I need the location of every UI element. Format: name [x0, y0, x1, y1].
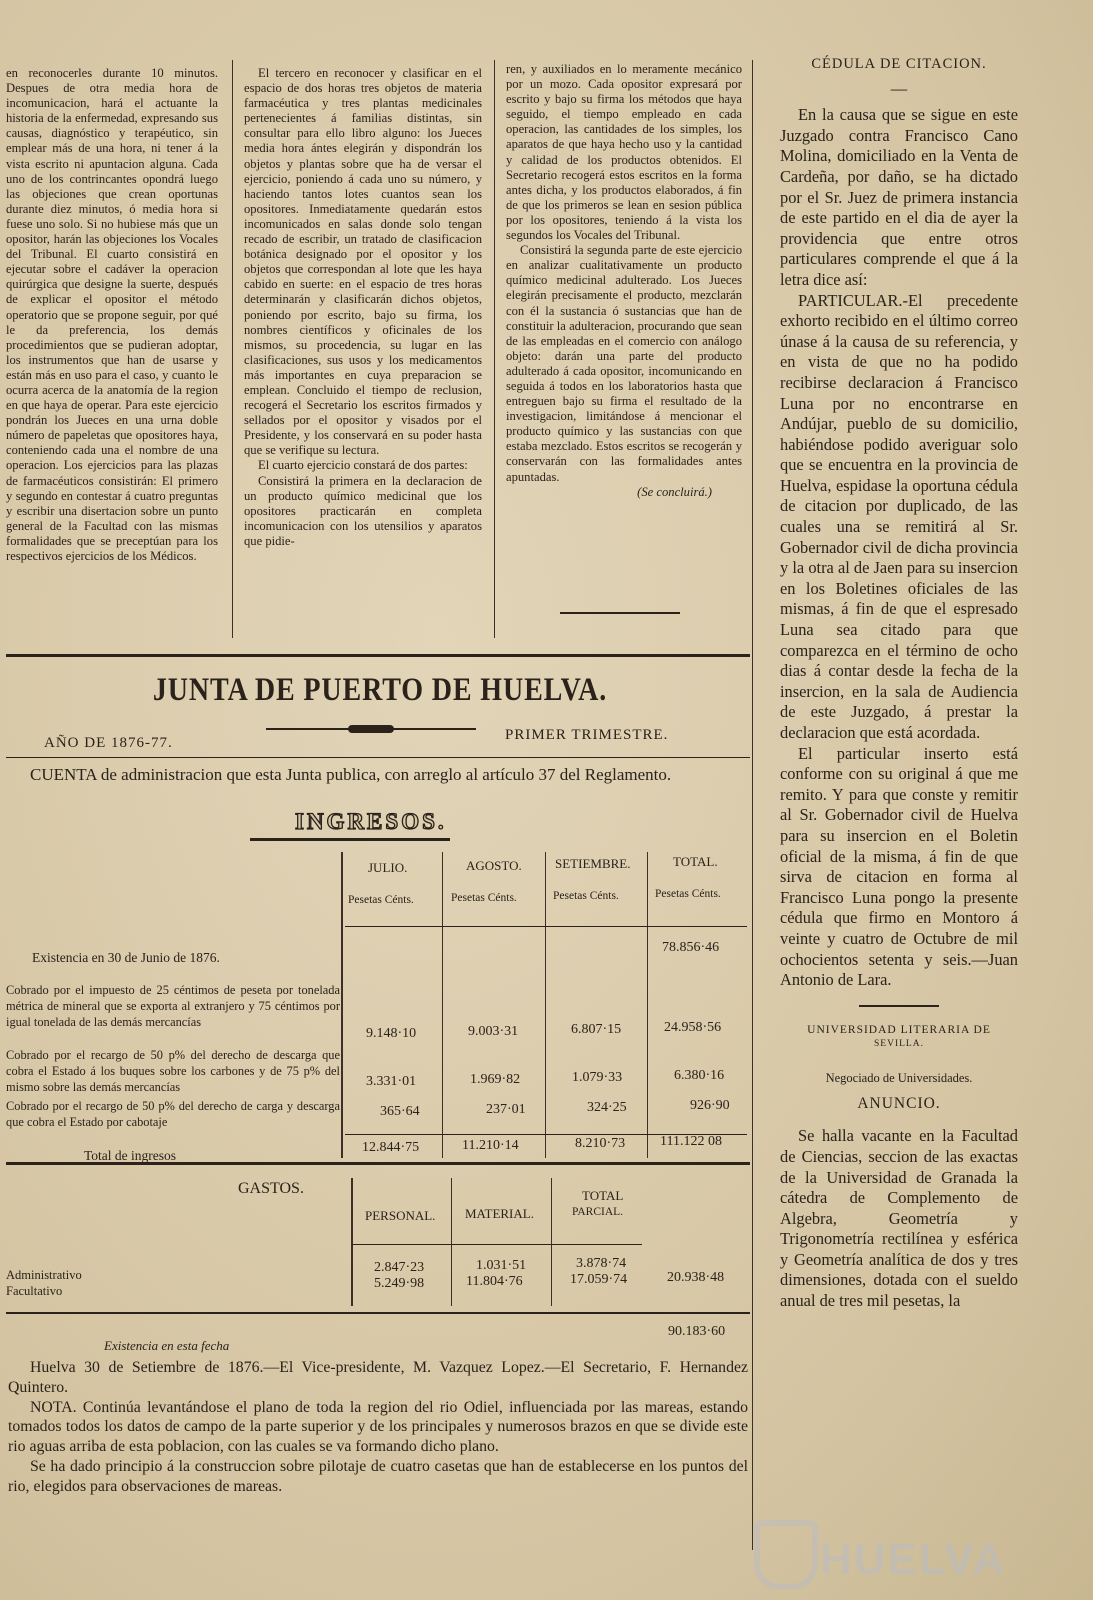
row1-label: Cobrado por el impuesto de 25 céntimos de peseta por tonelada métrica de mineral que se exporta al extranjero y 75 céntimos por igual tonelada de las demás mercancías: [6, 983, 340, 1029]
row3-setiembre: 324·25: [587, 1100, 627, 1115]
year: AÑO DE 1876-77.: [44, 735, 173, 751]
table-line: [545, 852, 546, 1158]
ingresos-title: INGRESOS.: [295, 809, 447, 834]
ornament-rule: [266, 728, 476, 730]
column-divider: [494, 60, 495, 638]
row2-agosto: 1.969·82: [470, 1072, 521, 1087]
cedula-title: CÉDULA DE CITACION.: [811, 56, 987, 72]
total-julio: 12.844·75: [362, 1140, 420, 1155]
table-line: [551, 1178, 552, 1306]
cuenta-text: CUENTA de administracion que esta Junta publica, con arreglo al artículo 37 del Reglamento.: [30, 765, 672, 784]
junta-title: JUNTA DE PUERTO DE HUELVA.: [152, 672, 608, 708]
sub-pesetas: Pesetas Cénts.: [553, 890, 619, 902]
existencia-fecha-label: Existencia en esta fecha: [104, 1338, 230, 1353]
table-line: [647, 852, 648, 1158]
thin-rule: [6, 757, 750, 758]
column-3-text: ren, y auxiliados en lo meramente mecánico por un mozo. Cada opositor expresará por escrito y bajo su firma los métodos que haya seguido, el tiempo empleado en cada operacion, las cantidades de los simples, los aparatos de que haya hecho uso y la cantidad y calidad de los productos obtenidos. El Secretario recogerá estos escritos en la forma antes dicha, y los productos elaborados, á fin de que los primeros se lean en sesion pública por los opositores, teniendo á la vista los segundos los Vocales del Tribunal.: [506, 62, 742, 243]
column-2-text-c: Consistirá la primera en la declaracion de un producto químico medicinal que los opositores practicarán en completa incomunicacion con los utensilios y aparatos que pidie-: [244, 473, 482, 548]
row1-total: 24.958·56: [664, 1020, 722, 1035]
nota: NOTA. Continúa levantándose el plano de toda la region del rio Odiel, influenciada por las mareas, estando tomados todos los datos de campo de la parte superior y de los principales y numerosos brazos en que se divide este rio aguas arriba de esta poblacion, con las cuales se va formando dicho plano.: [8, 1398, 748, 1456]
column-1-text: en reconocerles durante 10 minutos. Despues de otra media hora de incomunicacion, hará el actuante la historia de la enfermedad, expresando sus causas, diagnóstico y terapéutico, sin emplear más de una hora, ni tener á la vista escrito ni apuntacion alguna. Cada uno de los contrincantes opondrá luego las objeciones que crean oportunas durante diez minutos, ó media hora si fuese uno solo. Si no hubiese más que un opositor, harán las objeciones los Vocales del Tribunal. El cuarto consistirá en ejecutar sobre el cadáver la operacion quirúrgica que designe la suerte, después de explicar el opositor el método operatorio que se propone seguir, por qué le da preferencia, los demás procedimientos que se pudieran adoptar, los instrumentos que han de usarse y están más en uso para el caso, y cuanto le ocurra acerca de la anatomía de la region en que haya de operar. Para este ejercicio pondrán los Jueces en una urna doble número de papeletas que opositores haya, conteniendo cada una el nombre de una operacion. Los ejercicios para las plazas de farmacéuticos consistirán: El primero y segundo en contestar á cuatro preguntas y escribir una disertacion sobre un punto general de la Facultad con las mismas formalidades que se preceptúan para los respectivos ejercicios de los Médicos.: [6, 66, 218, 563]
column-divider: [232, 60, 233, 638]
cedula-body: En la causa que se sigue en este Juzgado contra Francisco Cano Molina, domiciliado en la Venta de Cardeña, por daño, se ha dictado por el Sr. Juez de primera instancia de este partido en el dia de ayer la providencia que entre otros particulares comprende el que á la letra dice así:: [780, 105, 1018, 289]
col-setiembre: SETIEMBRE.: [555, 856, 631, 871]
column-1: [6, 66, 218, 646]
admin-personal: 2.847·23: [374, 1260, 425, 1275]
existencia-total: 78.856·46: [662, 940, 720, 955]
right-column: [780, 54, 1018, 1312]
row3-label: Cobrado por el recargo de 50 p% del derecho de carga y descarga que cobra el Estado por cabotaje: [6, 1099, 340, 1129]
row2-setiembre: 1.079·33: [572, 1070, 623, 1085]
row2-julio: 3.331·01: [366, 1074, 417, 1089]
admin-total: 3.878·74: [576, 1256, 627, 1271]
row2-label: Cobrado por el recargo de 50 p% del derecho de descarga que cobra el Estado á los buques sobre los carbones y de 75 p% del mismo sobre las demás mercancías: [6, 1048, 340, 1094]
univ-title: UNIVERSIDAD LITERARIA DE: [807, 1023, 991, 1036]
fac-total: 17.059·74: [570, 1272, 628, 1287]
table-line: [351, 1178, 353, 1306]
footer: [8, 1358, 748, 1497]
row-existencia-label: Existencia en 30 de Junio de 1876.: [32, 950, 220, 965]
library-stamp-icon: [754, 1520, 818, 1590]
gcol-total: TOTAL: [582, 1188, 624, 1203]
gcol-parcial: PARCIAL.: [572, 1206, 624, 1218]
column-2: [244, 66, 482, 646]
col-julio: JULIO.: [368, 860, 408, 875]
sub-pesetas: Pesetas Cénts.: [655, 888, 721, 900]
library-stamp: HUELVA: [820, 1535, 1007, 1584]
section-rule: [6, 654, 750, 657]
total-agosto: 11.210·14: [462, 1138, 519, 1153]
right-column-divider: [752, 60, 753, 1550]
existencia-fecha-value: 90.183·60: [668, 1324, 726, 1339]
total-total: 111.122 08: [660, 1134, 722, 1149]
cedula-close: El particular inserto está conforme con su original á que me remito. Y para que conste y remitir al Sr. Gobernador civil de Huelva para su insercion en el Boletin oficial de la misma, á fin de que sirva de citacion en forma al Francisco Luna pongo la presente cédula que firmo en Montoro á veinte y cuatro de Octubre de mil ochocientos setenta y seis.—Juan Antonio de Lara.: [780, 743, 1018, 990]
signature: Huelva 30 de Setiembre de 1876.—El Vice-presidente, M. Vazquez Lopez.—El Secretario, F. Hernandez Quintero.: [8, 1359, 748, 1396]
gastos-total: 20.938·48: [667, 1270, 725, 1285]
se-concluira: (Se concluirá.): [637, 484, 712, 499]
casetas: Se ha dado principio á la construccion sobre pilotaje de cuatro casetas que han de establecerse en los puntos del rio, elegidos para observaciones de mareas.: [8, 1457, 748, 1495]
table-line: [6, 1312, 750, 1314]
gasto-facultativo-label: Facultativo: [6, 1284, 63, 1298]
column-2-text-b: El cuarto ejercicio constará de dos partes:: [258, 458, 468, 473]
row3-julio: 365·64: [380, 1104, 420, 1119]
divider: [859, 1005, 939, 1007]
cedula-dash: —: [890, 78, 908, 98]
ingresos-underline: [250, 838, 450, 841]
table-line: [352, 1244, 642, 1245]
fac-personal: 5.249·98: [374, 1276, 425, 1291]
total-setiembre: 8.210·73: [575, 1136, 626, 1151]
row2-total: 6.380·16: [674, 1068, 725, 1083]
anuncio-title: ANUNCIO.: [857, 1094, 941, 1112]
column-2-text: El tercero en reconocer y clasificar en el espacio de dos horas tres objetos de materia farmacéutica y tres plantas medicinales pertenecientes á familias distintas, sin consultar para ello libro alguno: los Jueces media hora ántes elegirán y dispondrán los objetos y plantas sobre que ha de versar el ejercicio, poniendo á cada uno su número, y haciendo tantos lotes cuantos sean los opositores. Inmediatamente quedarán estos incomunicados en salas donde solo tengan recado de escribir, un tratado de clasificacion botánica designado por el opositor y los objetos que correspondan al lote que les haya cabido en suerte: en el espacio de tres horas determinarán y clasificarán dichos objetos, poniendo por escrito, bajo su firma, los nombres científicos y oficinales de los mismos, su procedencia, su lugar en las clasificaciones, sus usos y los medicamentos más importantes en cuya preparacion se emplean. Concluido el tiempo de reclusion, recogerá el Secretario los escritos firmados y sellados por el opositor y visados por el Presidente, y los conservará en su poder hasta que se verifique su lectura.: [244, 66, 482, 458]
row1-agosto: 9.003·31: [468, 1024, 519, 1039]
col-agosto: AGOSTO.: [466, 858, 522, 873]
anuncio-body: Se halla vacante en la Facultad de Ciencias, seccion de las exactas de la Universidad de Granada la cátedra de Complemento de Algebra, Geometría y Trigonometría rectilínea y esférica y Geometría analítica de dos y tres dimensiones, dotada con el sueldo anual de tres mil pesetas, la: [780, 1126, 1018, 1311]
gcol-personal: PERSONAL.: [365, 1208, 436, 1223]
row1-setiembre: 6.807·15: [571, 1022, 622, 1037]
gastos-title: GASTOS.: [238, 1180, 304, 1197]
trimestre: PRIMER TRIMESTRE.: [505, 727, 669, 743]
fac-material: 11.804·76: [466, 1274, 523, 1289]
end-rule: [560, 612, 680, 614]
sub-pesetas: Pesetas Cénts.: [348, 894, 414, 906]
admin-material: 1.031·51: [476, 1258, 527, 1273]
column-3: [506, 62, 742, 622]
univ-dept: Negociado de Universidades.: [825, 1070, 973, 1085]
table-line: [341, 852, 343, 1158]
univ-city: SEVILLA.: [874, 1038, 924, 1049]
row3-agosto: 237·01: [486, 1102, 526, 1117]
total-ingresos-label: Total de ingresos: [84, 1148, 177, 1163]
gasto-administrativo-label: Administrativo: [6, 1268, 82, 1282]
row1-julio: 9.148·10: [366, 1026, 417, 1041]
table-line: [345, 926, 747, 927]
col-total: TOTAL.: [673, 854, 718, 869]
table-line: [442, 852, 443, 1158]
column-3-text-b: Consistirá la segunda parte de este ejercicio en analizar cualitativamente un producto químico medicinal adulterado. Los Jueces elegirán precisamente el producto, mezclarán con él la sustancia ó sustancias que han de constituir la adulteracion, procurando que sean de las empleadas en el comercio con análogo objeto: darán una parte del producto adulterado á cada opositor, incomunicando en seguida á todos en los laboratorios hasta que entreguen bajo su firma el resultado de la investigacion, limitándose á mencionar el producto químico y las sustancias con que estaba mezclado. Estos escritos se recogerán y conservarán con las formalidades antes apuntadas.: [506, 243, 742, 484]
row3-total: 926·90: [690, 1098, 730, 1113]
sub-pesetas: Pesetas Cénts.: [451, 892, 517, 904]
gcol-material: MATERIAL.: [465, 1206, 534, 1221]
table-line: [451, 1178, 452, 1306]
cedula-particular: PARTICULAR.-El precedente exhorto recibido en el último correo únase á la causa de su referencia, y en vista de que no ha podido recibirse declaracion á Francisco Luna por no encontrarse en Andújar, pueblo de su domicilio, habiéndose podido averiguar solo que se encuentra en la provincia de Huelva, espidase la oportuna cédula de citacion por duplicado, de las cuales una se remitirá al Sr. Gobernador civil de dicha provincia y la otra al de Jaen para su insercion en los Boletines oficiales de las mismas, á fin de que el espresado Luna sea citado para que comparezca en el término de ocho dias á contar desde la fecha de la insercion, en la sala de Audiencia de este Juzgado, á prestar la declaracion que está acordada.: [780, 290, 1018, 742]
